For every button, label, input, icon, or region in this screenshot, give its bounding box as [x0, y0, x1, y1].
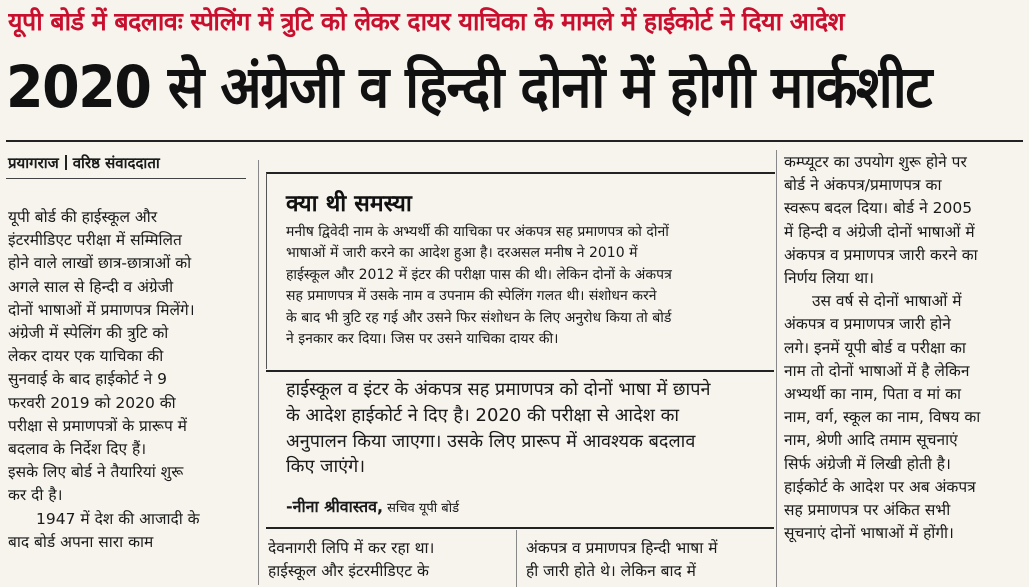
- quote-line: अनुपालन किया जाएगा। उसके लिए प्रारूप में आवश्यक बदलाव: [286, 430, 696, 452]
- right-column-line: नाम तो दोनों भाषाओं में है लेकिन: [784, 361, 970, 380]
- right-column-line: अंकपत्र व प्रमाणपत्र जारी होने: [784, 315, 951, 334]
- quote-author-name: -नीना श्रीवास्तव,: [286, 497, 384, 516]
- main-headline: 2020 से अंग्रेजी व हिन्दी दोनों में होगी मार्कशीट: [6, 53, 932, 121]
- kicker-headline: यूपी बोर्ड में बदलावः स्पेलिंग में त्रुटि को लेकर दायर याचिका के मामले में हाईकोर्ट ने दिया आदेश: [8, 7, 845, 36]
- left-column-line: इंटरमीडिएट परीक्षा में सम्मिलित: [8, 231, 182, 250]
- right-column-line: में हिन्दी व अंग्रेजी दोनों भाषाओं में: [784, 222, 975, 241]
- right-column-line: स्वरूप बदल दिया। बोर्ड ने 2005: [784, 199, 973, 218]
- problem-box-text: [286, 222, 764, 350]
- byline-reporter: वरिष्ठ संवाददाता: [72, 154, 160, 172]
- column-divider: [776, 150, 777, 587]
- quote-text: [286, 377, 766, 480]
- left-column-line: अंग्रेजी में स्पेलिंग की त्रुटि को: [8, 324, 169, 343]
- left-column-line: दोनों भाषाओं में प्रमाणपत्र मिलेंगे।: [8, 300, 195, 319]
- right-column-line: सह प्रमाणपत्र पर अंकित सभी: [784, 501, 951, 520]
- problem-box-line: के बाद भी त्रुटि रह गई और उसने फिर संशोधन के लिए अनुरोध किया तो बोर्ड: [286, 309, 672, 326]
- quote-line: के आदेश हाईकोर्ट ने दिए है। 2020 की परीक्षा से आदेश का: [286, 404, 680, 426]
- left-column-line: अगले साल से हिन्दी व अंग्रेजी: [8, 277, 174, 296]
- left-column-line: होने वाले लाखों छात्र-छात्राओं को: [8, 254, 192, 273]
- right-column-line: उस वर्ष से दोनों भाषाओं में: [812, 292, 962, 311]
- problem-box-line: ने इनकार कर दिया। जिस पर उसने याचिका दायर की।: [286, 331, 559, 348]
- byline: [8, 153, 160, 173]
- left-column: [8, 206, 246, 554]
- right-column: [784, 151, 1024, 545]
- headline-divider: [6, 140, 1023, 142]
- problem-box-line: मनीष द्विवेदी नाम के अभ्यर्थी की याचिका पर अंकपत्र सह प्रमाणपत्र को दोनों: [286, 224, 669, 240]
- quote-line: हाईस्कूल व इंटर के अंकपत्र सह प्रमाणपत्र को दोनों भाषा में छापने: [286, 379, 711, 400]
- right-column-line: नाम, वर्ग, स्कूल का नाम, विषय का: [784, 408, 981, 427]
- left-column-line: कर दी है।: [8, 486, 63, 505]
- quote-author: [286, 495, 459, 517]
- middle-column-line: हाईस्कूल और इंटरमीडिएट के: [268, 562, 429, 581]
- byline-place: प्रयागराज: [8, 154, 59, 172]
- left-column-line: सुनवाई के बाद हाईकोर्ट ने 9: [8, 370, 168, 389]
- right-column-line: हाईकोर्ट के आदेश पर अब अंकपत्र: [784, 477, 976, 496]
- right-column-line: निर्णय लिया था।: [784, 269, 874, 288]
- left-column-line: परीक्षा से प्रमाणपत्रों के प्रारूप में: [8, 416, 187, 435]
- right-column-line: कम्प्यूटर का उपयोग शुरू होने पर: [784, 153, 967, 171]
- right-column-line: अंकपत्र व प्रमाणपत्र जारी करने का: [784, 245, 978, 264]
- column-divider: [516, 530, 517, 587]
- middle-column-line: ही जारी होते थे। लेकिन बाद में: [526, 562, 696, 581]
- quote-author-role: सचिव यूपी बोर्ड: [387, 501, 460, 516]
- left-column-line: यूपी बोर्ड की हाईस्कूल और: [8, 208, 158, 226]
- byline-separator: [65, 155, 67, 170]
- right-column-line: सूचनाएं दोनों भाषाओं में होंगी।: [784, 524, 954, 543]
- problem-box-line: हाईस्कूल और 2012 में इंटर की परीक्षा पास की थी। लेकिन दोनों के अंकपत्र: [286, 266, 672, 283]
- quote-line: किए जाएंगे।: [286, 456, 366, 478]
- left-column-line: 1947 में देश की आजादी के: [36, 509, 200, 528]
- middle-column-2: [526, 537, 771, 583]
- right-column-line: अभ्यर्थी का नाम, पिता व मां का: [784, 385, 961, 404]
- right-column-line: लगे। इनमें यूपी बोर्ड व परीक्षा का: [784, 338, 966, 357]
- problem-box-title: क्या थी समस्या: [286, 191, 412, 217]
- column-divider: [258, 160, 259, 585]
- left-column-line: इसके लिए बोर्ड ने तैयारियां शुरू: [8, 463, 184, 482]
- middle-column-line: अंकपत्र व प्रमाणपत्र हिन्दी भाषा में: [526, 539, 718, 557]
- right-column-line: सिर्फ अंग्रेजी में लिखी होती है।: [784, 454, 951, 473]
- left-column-line: लेकर दायर एक याचिका की: [8, 347, 164, 366]
- right-column-line: बोर्ड ने अंकपत्र/प्रमाणपत्र का: [784, 176, 942, 195]
- left-column-line: बदलाव के निर्देश दिए हैं।: [8, 440, 147, 459]
- left-column-line: बाद बोर्ड अपना सारा काम: [8, 532, 154, 551]
- left-column-line: फरवरी 2019 को 2020 की: [8, 393, 176, 412]
- problem-box-line: भाषाओं में जारी करने का आदेश हुआ है। दरअसल मनीष ने 2010 में: [286, 245, 638, 262]
- middle-column-line: देवनागरी लिपि में कर रहा था।: [268, 539, 435, 557]
- right-column-line: नाम, श्रेणी आदि तमाम सूचनाएं: [784, 431, 958, 450]
- middle-column-1: [268, 537, 503, 583]
- problem-box-line: सह प्रमाणपत्र में उसके नाम व उपनाम की स्पेलिंग गलत थी। संशोधन करने: [286, 288, 657, 305]
- byline-divider: [6, 178, 246, 179]
